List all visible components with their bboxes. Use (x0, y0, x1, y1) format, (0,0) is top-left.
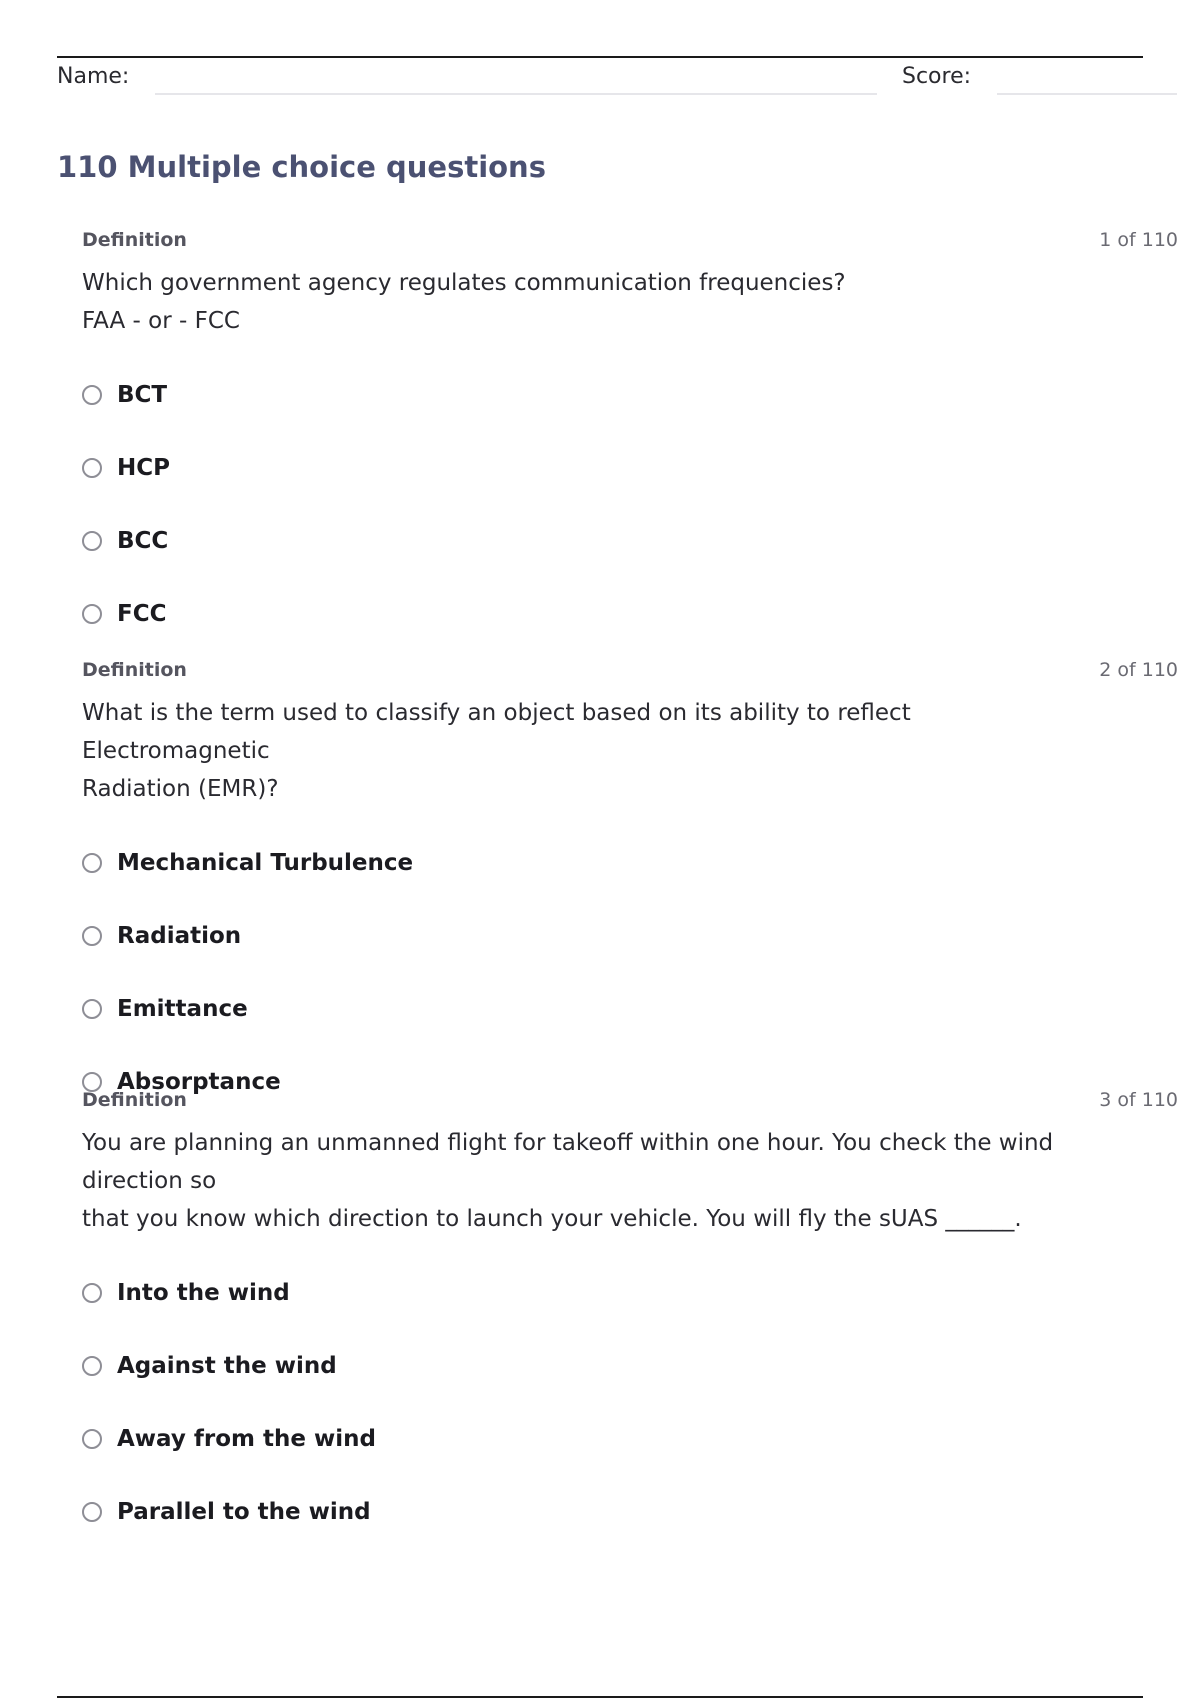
radio-circle-icon[interactable] (82, 604, 102, 624)
answer-option[interactable] (82, 1475, 1178, 1548)
answer-option[interactable] (82, 431, 1178, 504)
radio-circle-icon[interactable] (82, 531, 102, 551)
radio-circle-icon[interactable] (82, 926, 102, 946)
question-3 (82, 1086, 1178, 1548)
question-text (82, 694, 1082, 808)
radio-circle-icon[interactable] (82, 1283, 102, 1303)
question-text-line: What is the term used to classify an object based on its ability to reflect Electromagnetic (82, 700, 911, 764)
question-text (82, 264, 1082, 340)
question-counter: 1 of 110 (1099, 229, 1178, 251)
answer-option[interactable] (82, 899, 1178, 972)
radio-circle-icon[interactable] (82, 1502, 102, 1522)
radio-circle-icon[interactable] (82, 1356, 102, 1376)
top-rule (57, 56, 1143, 58)
radio-circle-icon[interactable] (82, 853, 102, 873)
question-text-line: Which government agency regulates communication frequencies? (82, 270, 846, 296)
answer-options (82, 358, 1178, 650)
answer-label: HCP (117, 454, 170, 481)
question-text (82, 1124, 1082, 1238)
question-kind: Definition (82, 229, 187, 251)
question-kind: Definition (82, 1089, 187, 1111)
answer-option[interactable] (82, 504, 1178, 577)
question-text-line: Radiation (EMR)? (82, 776, 279, 802)
answer-option[interactable] (82, 1329, 1178, 1402)
answer-options (82, 1256, 1178, 1548)
answer-option[interactable] (82, 577, 1178, 650)
radio-circle-icon[interactable] (82, 1429, 102, 1449)
score-field[interactable] (997, 93, 1177, 95)
answer-option[interactable] (82, 972, 1178, 1045)
question-text-line: that you know which direction to launch your vehicle. You will fly the sUAS ______. (82, 1206, 1022, 1232)
answer-label: Mechanical Turbulence (117, 849, 414, 876)
question-2 (82, 656, 1178, 1118)
answer-option[interactable] (82, 358, 1178, 431)
answer-option[interactable] (82, 1256, 1178, 1329)
answer-label: Emittance (117, 995, 248, 1022)
answer-option[interactable] (82, 1402, 1178, 1475)
answer-label: Against the wind (117, 1352, 337, 1379)
answer-label: Parallel to the wind (117, 1498, 371, 1525)
radio-circle-icon[interactable] (82, 458, 102, 478)
answer-label: Radiation (117, 922, 242, 949)
question-counter: 3 of 110 (1099, 1089, 1178, 1111)
question-text-line: You are planning an unmanned flight for takeoff within one hour. You check the wind direction so (82, 1130, 1054, 1194)
answer-options (82, 826, 1178, 1118)
question-text-line: FAA - or - FCC (82, 308, 240, 334)
answer-label: BCT (117, 381, 168, 408)
name-field[interactable] (155, 93, 877, 95)
question-counter: 2 of 110 (1099, 659, 1178, 681)
answer-label: FCC (117, 600, 167, 627)
question-kind: Definition (82, 659, 187, 681)
question-1 (82, 226, 1178, 650)
page-title: 110 Multiple choice questions (57, 150, 546, 184)
radio-circle-icon[interactable] (82, 385, 102, 405)
radio-circle-icon[interactable] (82, 999, 102, 1019)
name-label: Name: (57, 64, 130, 89)
answer-label: Away from the wind (117, 1425, 376, 1452)
answer-label: BCC (117, 527, 169, 554)
score-label: Score: (902, 64, 972, 89)
answer-label: Absorptance (117, 1068, 281, 1095)
bottom-rule (57, 1696, 1143, 1698)
answer-label: Into the wind (117, 1279, 290, 1306)
answer-option[interactable] (82, 826, 1178, 899)
